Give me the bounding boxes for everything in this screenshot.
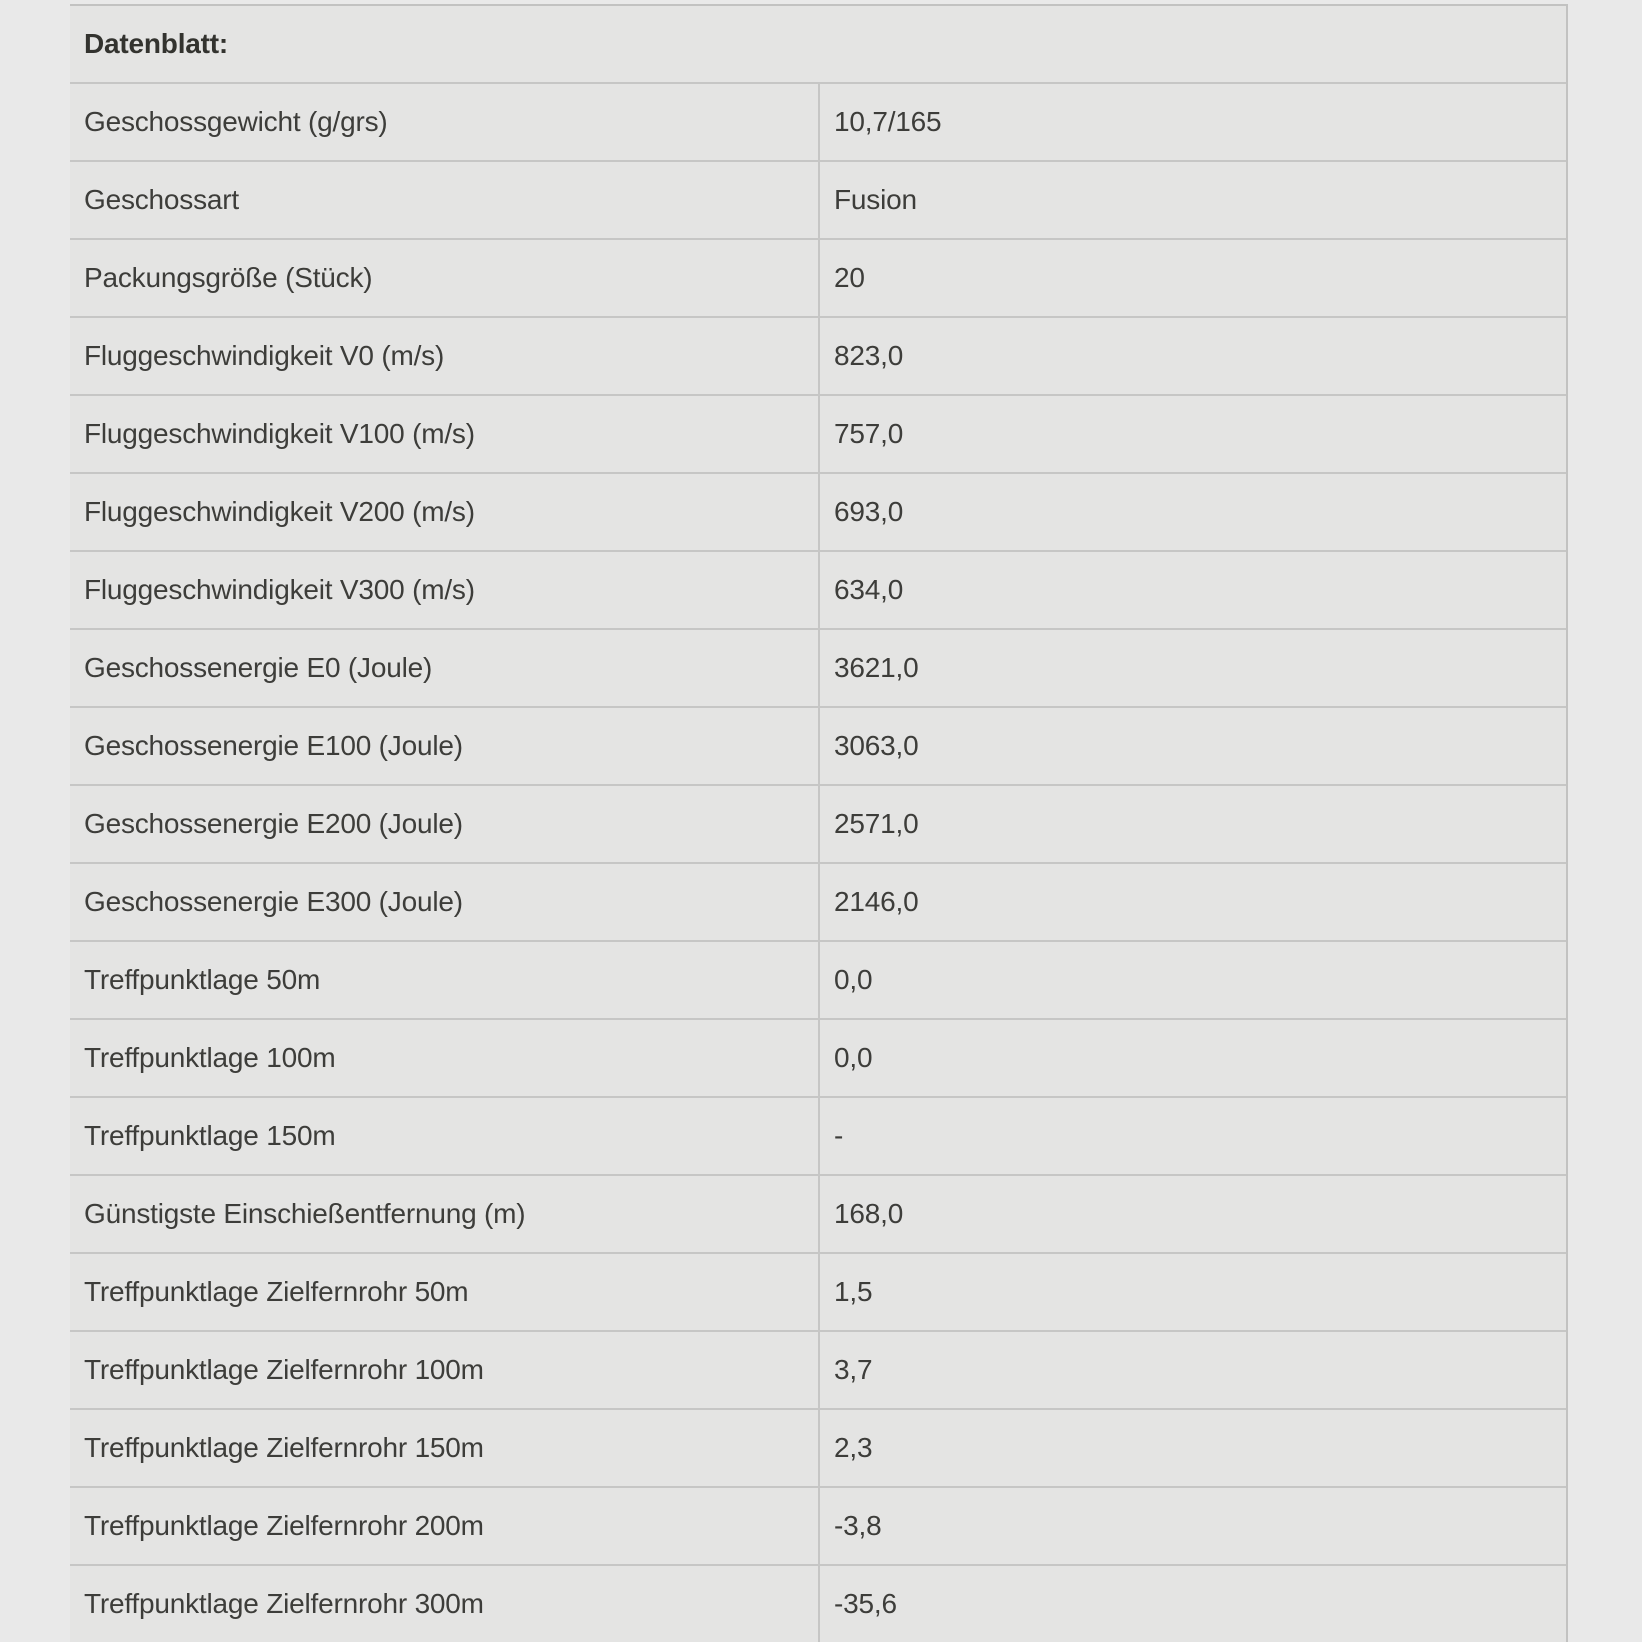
row-value: -3,8 (834, 1510, 882, 1541)
row-value: 2146,0 (834, 886, 919, 917)
table-row (70, 240, 1566, 318)
table-row (70, 942, 1566, 1020)
row-label: Fluggeschwindigkeit V300 (m/s) (70, 552, 820, 628)
table-row (70, 630, 1566, 708)
table-row (70, 708, 1566, 786)
datasheet-title-row (70, 6, 1566, 84)
table-row (70, 1254, 1566, 1332)
row-label: Treffpunktlage Zielfernrohr 100m (70, 1332, 820, 1408)
row-value: 0,0 (834, 1042, 873, 1073)
row-label: Geschossenergie E100 (Joule) (70, 708, 820, 784)
row-label: Geschossenergie E200 (Joule) (70, 786, 820, 862)
datasheet-table (70, 4, 1568, 1642)
row-value: 757,0 (834, 418, 904, 449)
table-row (70, 474, 1566, 552)
table-row (70, 396, 1566, 474)
row-label: Packungsgröße (Stück) (70, 240, 820, 316)
table-row (70, 786, 1566, 864)
row-label: Fluggeschwindigkeit V0 (m/s) (70, 318, 820, 394)
row-label: Treffpunktlage Zielfernrohr 50m (70, 1254, 820, 1330)
table-row (70, 1020, 1566, 1098)
row-value: 3,7 (834, 1354, 873, 1385)
table-row (70, 1098, 1566, 1176)
row-value: Fusion (834, 184, 917, 215)
row-label: Geschossart (70, 162, 820, 238)
row-label: Treffpunktlage Zielfernrohr 150m (70, 1410, 820, 1486)
datasheet-title: Datenblatt: (84, 28, 229, 59)
row-value: 0,0 (834, 964, 873, 995)
row-label: Geschossenergie E300 (Joule) (70, 864, 820, 940)
row-value: 3063,0 (834, 730, 919, 761)
table-row (70, 1176, 1566, 1254)
row-label: Günstigste Einschießentfernung (m) (70, 1176, 820, 1252)
row-label: Treffpunktlage 100m (70, 1020, 820, 1096)
row-value: 2571,0 (834, 808, 919, 839)
table-row (70, 552, 1566, 630)
row-value: 3621,0 (834, 652, 919, 683)
table-row (70, 84, 1566, 162)
row-value: 634,0 (834, 574, 904, 605)
table-row (70, 162, 1566, 240)
row-label: Treffpunktlage 150m (70, 1098, 820, 1174)
datasheet-rows (70, 84, 1566, 1642)
row-label: Fluggeschwindigkeit V200 (m/s) (70, 474, 820, 550)
row-value: 693,0 (834, 496, 904, 527)
row-value: -35,6 (834, 1588, 897, 1619)
table-row (70, 1332, 1566, 1410)
row-label: Treffpunktlage Zielfernrohr 200m (70, 1488, 820, 1564)
table-row (70, 864, 1566, 942)
row-value: 168,0 (834, 1198, 904, 1229)
row-value: 823,0 (834, 340, 904, 371)
row-label: Geschossenergie E0 (Joule) (70, 630, 820, 706)
table-row (70, 318, 1566, 396)
row-value: 20 (834, 262, 865, 293)
table-row (70, 1488, 1566, 1566)
row-value: 1,5 (834, 1276, 873, 1307)
table-row (70, 1410, 1566, 1488)
row-value: 10,7/165 (834, 106, 942, 137)
row-label: Treffpunktlage 50m (70, 942, 820, 1018)
table-row (70, 1566, 1566, 1642)
row-value: 2,3 (834, 1432, 873, 1463)
row-label: Fluggeschwindigkeit V100 (m/s) (70, 396, 820, 472)
row-label: Geschossgewicht (g/grs) (70, 84, 820, 160)
row-label: Treffpunktlage Zielfernrohr 300m (70, 1566, 820, 1642)
row-value: - (834, 1120, 844, 1151)
